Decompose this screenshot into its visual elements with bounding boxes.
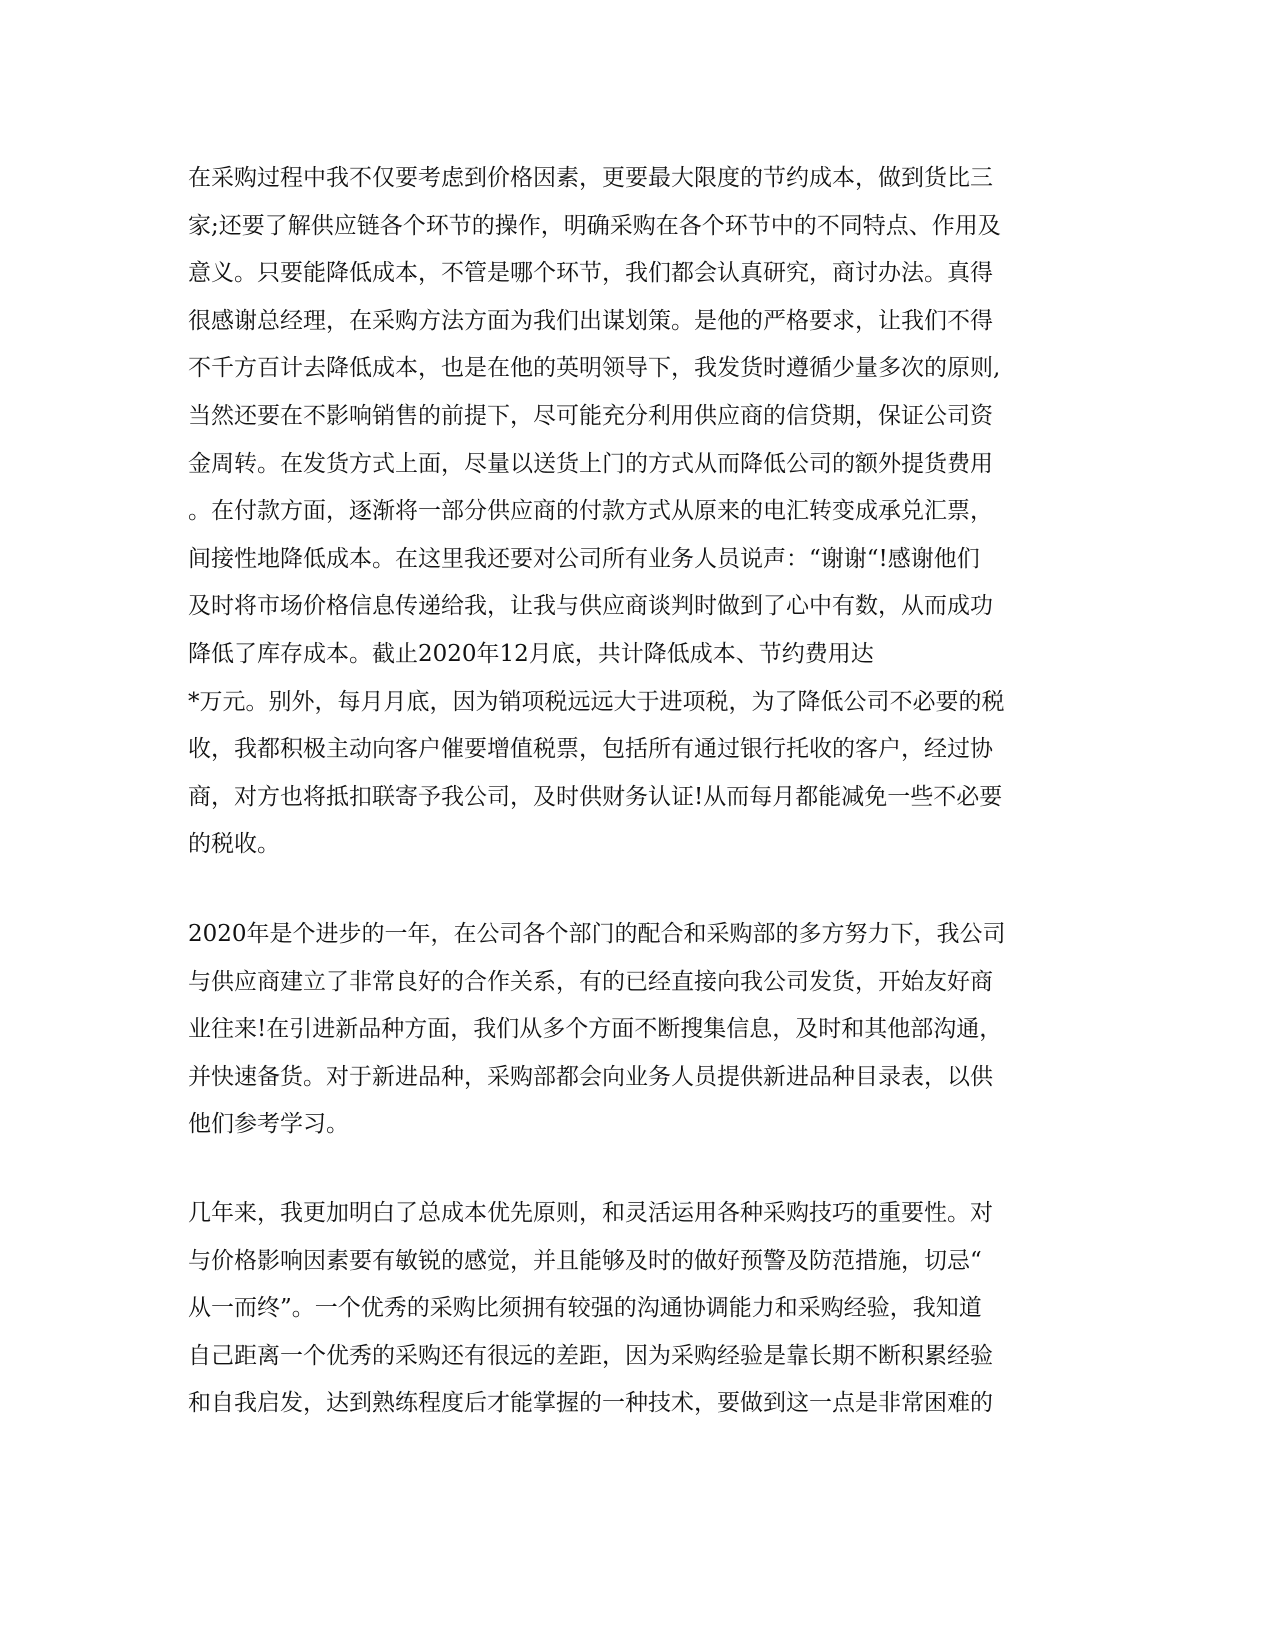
text-line: 自己距离一个优秀的采购还有很远的差距，因为采购经验是靠长期不断积累经验	[188, 1342, 993, 1369]
text-line: 2020年是个进步的一年，在公司各个部门的配合和采购部的多方努力下，我公司	[188, 921, 1006, 947]
text-line: 业往来!在引进新品种方面，我们从多个方面不断搜集信息，及时和其他部沟通，	[188, 1016, 1003, 1043]
paragraph-supplier-relations	[188, 911, 1088, 1149]
text-line: *万元。别外，每月月底，因为销项税远远大于进项税，为了降低公司不必要的税	[188, 688, 1005, 715]
text-line: 与供应商建立了非常良好的合作关系，有的已经直接向我公司发货，开始友好商	[188, 968, 993, 995]
text-line: 与价格影响因素要有敏锐的感觉，并且能够及时的做好预警及防范措施，切忌“	[188, 1247, 982, 1274]
text-line: 。在付款方面，逐渐将一部分供应商的付款方式从原来的电汇转变成承兑汇票，	[188, 498, 993, 525]
text-line: 他们参考学习。	[188, 1111, 349, 1138]
text-line: 收，我都积极主动向客户催要增值税票，包括所有通过银行托收的客户，经过协	[188, 736, 993, 763]
text-line: 的税收。	[188, 831, 280, 858]
text-line: 间接性地降低成本。在这里我还要对公司所有业务人员说声：“谢谢“!感谢他们	[188, 545, 980, 572]
text-line: 当然还要在不影响销售的前提下，尽可能充分利用供应商的信贷期，保证公司资	[188, 402, 993, 429]
text-line: 金周转。在发货方式上面，尽量以送货上门的方式从而降低公司的额外提货费用	[188, 450, 993, 477]
text-line: 和自我启发，达到熟练程度后才能掌握的一种技术，要做到这一点是非常困难的	[188, 1390, 993, 1417]
text-line: 不千方百计去降低成本，也是在他的英明领导下，我发货时遵循少量多次的原则,	[188, 355, 1001, 382]
text-line: 几年来，我更加明白了总成本优先原则，和灵活运用各种采购技巧的重要性。对	[188, 1200, 993, 1226]
paragraph-cost-saving	[188, 155, 1088, 869]
text-line: 从一而终”。一个优秀的采购比须拥有较强的沟通协调能力和采购经验，我知道	[188, 1295, 982, 1322]
text-line: 意义。只要能降低成本，不管是哪个环节，我们都会认真研究，商讨办法。真得	[188, 260, 993, 287]
paragraph-experience	[188, 1190, 1088, 1428]
text-line: 商，对方也将抵扣联寄予我公司，及时供财务认证!从而每月都能减免一些不必要	[188, 783, 1003, 810]
text-line: 很感谢总经理，在采购方法方面为我们出谋划策。是他的严格要求，让我们不得	[188, 307, 993, 334]
text-line: 在采购过程中我不仅要考虑到价格因素，更要最大限度的节约成本，做到货比三	[188, 165, 993, 191]
text-line: 及时将市场价格信息传递给我，让我与供应商谈判时做到了心中有数，从而成功	[188, 593, 993, 620]
text-line: 并快速备货。对于新进品种，采购部都会向业务人员提供新进品种目录表，以供	[188, 1063, 993, 1090]
text-line: 家;还要了解供应链各个环节的操作，明确采购在各个环节中的不同特点、作用及	[188, 212, 1001, 239]
text-line: 降低了库存成本。截止2020年12月底，共计降低成本、节约费用达	[188, 640, 874, 667]
